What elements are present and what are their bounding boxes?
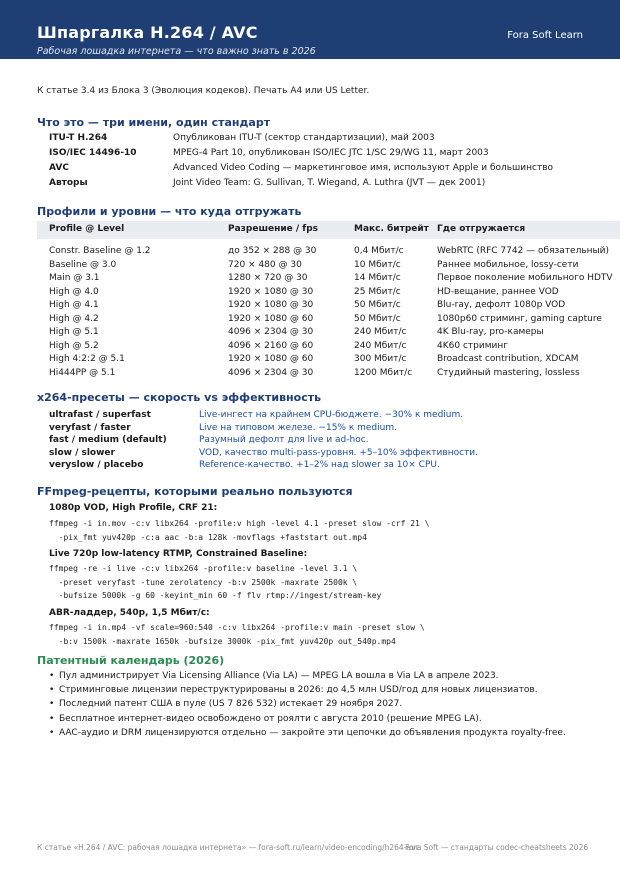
page-subtitle: Рабочая лошадка интернета — что важно знать в 2026 (37, 46, 316, 57)
profile-cell: High @ 4.1 (49, 300, 99, 310)
profile-cell: High 4:2:2 @ 5.1 (49, 354, 125, 364)
table-row (37, 300, 620, 313)
column-header-usage: Где отгружается (437, 224, 526, 234)
table-row (37, 341, 620, 354)
table-row (37, 368, 620, 381)
usage-cell: Первое поколение мобильного HDTV (437, 273, 613, 283)
section-heading-profiles: Профили и уровни — что куда отгружать (37, 205, 302, 218)
section-heading-names: Что это — три имени, один стандарт (37, 116, 271, 129)
preset-name: ultrafast / superfast (49, 410, 151, 420)
column-header-resolution: Разрешение / fps (228, 224, 319, 234)
names-key: Авторы (49, 178, 88, 188)
profiles-table-header (37, 221, 620, 239)
bitrate-cell: 240 Мбит/с (354, 327, 407, 337)
profile-cell: Main @ 3.1 (49, 273, 100, 283)
brand-label: Fora Soft Learn (507, 30, 583, 41)
preset-description: Разумный дефолт для live и ad-hoc. (199, 435, 369, 445)
resolution-cell: 4096 × 2304 @ 30 (228, 327, 314, 337)
preset-description: Reference-качество. +1–2% над slower за 10× CPU. (199, 460, 440, 470)
resolution-cell: до 352 × 288 @ 30 (228, 246, 317, 256)
names-value: Опубликован ITU-T (сектор стандартизации), май 2003 (173, 133, 435, 143)
footer-source: К статье «H.264 / AVC: рабочая лошадка интернета» — fora-soft.ru/learn/video-encoding/h264-avc (37, 843, 420, 852)
table-row (37, 354, 620, 367)
recipe-title: ABR-ладдер, 540p, 1,5 Мбит/с: (49, 608, 210, 618)
profile-cell: Constr. Baseline @ 1.2 (49, 246, 151, 256)
names-value: Joint Video Team: G. Sullivan, T. Wiegand, A. Luthra (JVT — дек 2001) (173, 178, 486, 188)
bullet-icon: • (49, 727, 55, 738)
resolution-cell: 1920 × 1080 @ 60 (228, 354, 314, 364)
bitrate-cell: 50 Мбит/с (354, 313, 401, 324)
patent-item-text: Пул администрирует Via Licensing Alliance (Via LA) — MPEG LA вошла в Via LA в апреле 2023. (59, 671, 499, 681)
usage-cell: Раннее мобильное, lossy-сети (437, 259, 579, 270)
profile-cell: High @ 4.2 (49, 313, 99, 324)
bitrate-cell: 14 Мбит/с (354, 273, 401, 283)
profile-cell: High @ 4.0 (49, 286, 99, 297)
recipe-code: ffmpeg -i in.mov -c:v libx264 -profile:v high -level 4.1 -preset slow -crf 21 \ -pix_fmt yuv420p -c:a aac -b:a 128k -movflags +faststart out.mp4 (49, 519, 430, 542)
bitrate-cell: 50 Мбит/с (354, 300, 401, 310)
names-key: ITU-T H.264 (49, 133, 108, 143)
usage-cell: 4K60 стриминг (437, 340, 508, 351)
recipe-code: ffmpeg -re -i live -c:v libx264 -profile:v baseline -level 3.1 \ -preset veryfast -tune zerolatency -b:v 2500k -maxrate 2500k \ -bufsize 5000k -g 60 -keyint_min 60 -f flv rtmp://ingest/stream-key (49, 564, 382, 600)
bitrate-cell: 1200 Мбит/с (354, 367, 413, 378)
patent-item-text: Бесплатное интернет-видео освобождено от роялти с августа 2010 (решение MPEG LA). (59, 713, 482, 724)
patent-item-text: Стриминговые лицензии переструктурированы в 2026: до 4,5 млн USD/год для новых лицензиатов. (59, 685, 538, 696)
recipe-title: Live 720p low-latency RTMP, Constrained Baseline: (49, 549, 308, 559)
page-title: Шпаргалка H.264 / AVC (37, 23, 258, 42)
resolution-cell: 4096 × 2304 @ 30 (228, 367, 314, 378)
names-key: AVC (49, 163, 69, 173)
table-row (37, 273, 620, 286)
usage-cell: 4K Blu-ray, pro-камеры (437, 327, 544, 337)
patent-list (49, 671, 566, 742)
profile-cell: High @ 5.1 (49, 327, 99, 337)
recipe-title: 1080p VOD, High Profile, CRF 21: (49, 503, 218, 513)
resolution-cell: 1920 × 1080 @ 30 (228, 286, 314, 297)
usage-cell: 1080p60 стриминг, gaming capture (437, 313, 602, 324)
profile-cell: Baseline @ 3.0 (49, 259, 117, 270)
bullet-icon: • (49, 671, 55, 681)
bullet-icon: • (49, 685, 55, 696)
names-value: Advanced Video Coding — маркетинговое имя, используют Apple и большинство (173, 163, 554, 173)
section-heading-presets: x264-пресеты — скорость vs эффективность (37, 391, 322, 404)
bullet-icon: • (49, 713, 55, 724)
list-item (49, 699, 566, 713)
table-row (37, 287, 620, 300)
usage-cell: Blu-ray, дефолт 1080p VOD (437, 300, 566, 310)
usage-cell: Студийный mastering, lossless (437, 367, 580, 378)
preset-description: Live на типовом железе. −15% к medium. (199, 423, 397, 433)
bitrate-cell: 0,4 Мбит/с (354, 246, 404, 256)
preset-description: Live-ингест на крайнем CPU-бюджете. −30% к medium. (199, 410, 464, 420)
table-row (37, 246, 620, 259)
preset-name: veryfast / faster (49, 423, 131, 433)
recipe-code: ffmpeg -i in.mp4 -vf scale=960:540 -c:v libx264 -profile:v main -preset slow \ -b:v 1500k -maxrate 1650k -bufsize 3000k -pix_fmt yuv420p out_540p.mp4 (49, 623, 425, 646)
table-row (37, 314, 620, 327)
resolution-cell: 720 × 480 @ 30 (228, 259, 302, 270)
table-row (37, 327, 620, 340)
header-banner (0, 0, 620, 59)
resolution-cell: 1920 × 1080 @ 60 (228, 313, 314, 324)
bitrate-cell: 10 Мбит/с (354, 259, 401, 270)
column-header-bitrate: Макс. битрейт (354, 224, 429, 234)
profile-cell: Hi444PP @ 5.1 (49, 367, 116, 378)
list-item (49, 671, 566, 685)
usage-cell: Broadcast contribution, XDCAM (437, 354, 579, 364)
column-header-profile: Profile @ Level (49, 224, 125, 234)
list-item (49, 728, 566, 742)
preset-name: slow / slower (49, 448, 115, 458)
section-heading-patents: Патентный календарь (2026) (37, 654, 225, 667)
patent-item-text: AAC-аудио и DRM лицензируются отдельно — закройте эти цепочки до объявления продукта royalty-free. (59, 727, 566, 738)
list-item (49, 685, 566, 699)
table-row (37, 260, 620, 273)
bullet-icon: • (49, 699, 55, 710)
resolution-cell: 1280 × 720 @ 30 (228, 273, 308, 283)
names-value: MPEG-4 Part 10, опубликован ISO/IEC JTC 1/SC 29/WG 11, март 2003 (173, 148, 489, 158)
resolution-cell: 4096 × 2160 @ 60 (228, 340, 314, 351)
bitrate-cell: 25 Мбит/с (354, 286, 401, 297)
patent-item-text: Последний патент США в пуле (US 7 826 532) истекает 29 ноября 2027. (59, 699, 403, 710)
bitrate-cell: 300 Мбит/с (354, 354, 407, 364)
list-item (49, 714, 566, 728)
names-key: ISO/IEC 14496-10 (49, 148, 137, 158)
preset-description: VOD, качество multi-pass-уровня. +5–10% эффективности. (199, 448, 478, 458)
bitrate-cell: 240 Мбит/с (354, 340, 407, 351)
footer-credit: Fora Soft — стандарты codec-cheatsheets 2026 (405, 843, 589, 852)
preset-name: fast / medium (default) (49, 435, 167, 445)
resolution-cell: 1920 × 1080 @ 30 (228, 300, 314, 310)
intro-text: К статье 3.4 из Блока 3 (Эволюция кодеков). Печать A4 или US Letter. (37, 86, 370, 96)
profile-cell: High @ 5.2 (49, 340, 99, 351)
section-heading-ffmpeg: FFmpeg-рецепты, которыми реально пользуются (37, 485, 353, 498)
usage-cell: HD-вещание, раннее VOD (437, 286, 559, 297)
preset-name: veryslow / placebo (49, 460, 144, 470)
usage-cell: WebRTC (RFC 7742 — обязательный) (437, 246, 610, 256)
